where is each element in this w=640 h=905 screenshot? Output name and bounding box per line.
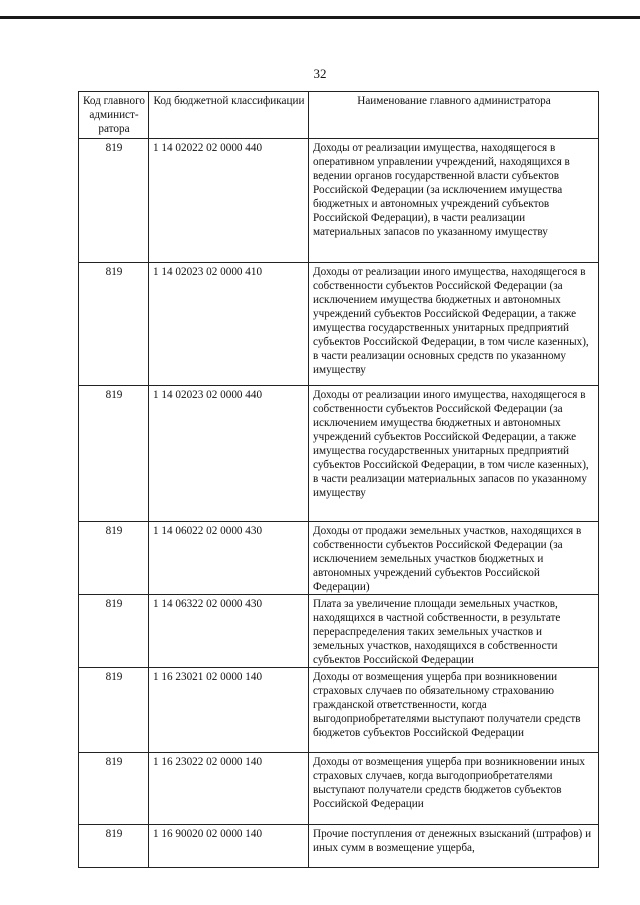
table-row xyxy=(79,522,599,595)
revenue-administrators-table xyxy=(78,91,599,868)
admin-code-cell: 819 xyxy=(79,668,149,753)
budget-code-cell: 1 16 23021 02 0000 140 xyxy=(149,668,309,753)
budget-code-cell: 1 14 06322 02 0000 430 xyxy=(149,595,309,668)
admin-code-cell: 819 xyxy=(79,825,149,868)
top-border-rule xyxy=(0,16,640,19)
table-row xyxy=(79,263,599,386)
budget-code-cell: 1 16 23022 02 0000 140 xyxy=(149,753,309,825)
header-admin-code: Код главного админист-ратора xyxy=(79,92,149,139)
budget-code-cell: 1 14 02022 02 0000 440 xyxy=(149,139,309,263)
name-cell: Доходы от реализации имущества, находящегося в оперативном управлении учреждений, находящихся в ведении органов государственной власти субъектов Российской Федерации (за исключением имущества бюджетных и автономных учреждений субъектов Российской Федерации), в части реализации материальных запасов по указанному имуществу xyxy=(309,139,599,263)
table-row xyxy=(79,825,599,868)
admin-code-cell: 819 xyxy=(79,522,149,595)
name-cell: Прочие поступления от денежных взысканий (штрафов) и иных сумм в возмещение ущерба, xyxy=(309,825,599,868)
header-budget-code: Код бюджетной классификации xyxy=(149,92,309,139)
admin-code-cell: 819 xyxy=(79,139,149,263)
admin-code-cell: 819 xyxy=(79,595,149,668)
admin-code-cell: 819 xyxy=(79,753,149,825)
table-row xyxy=(79,668,599,753)
table-row xyxy=(79,595,599,668)
budget-code-cell: 1 14 02023 02 0000 410 xyxy=(149,263,309,386)
budget-code-cell: 1 14 02023 02 0000 440 xyxy=(149,386,309,522)
table-row xyxy=(79,386,599,522)
name-cell: Доходы от реализации иного имущества, находящегося в собственности субъектов Российской Федерации (за исключением имущества бюджетных и автономных учреждений субъектов Российской Федерации, а также имущества государственных унитарных предприятий субъектов Российской Федерации, в том числе казенных), в части реализации материальных запасов по указанному имуществу xyxy=(309,386,599,522)
budget-code-cell: 1 14 06022 02 0000 430 xyxy=(149,522,309,595)
table-row xyxy=(79,753,599,825)
name-cell: Доходы от возмещения ущерба при возникновении страховых случаев по обязательному страхованию гражданской ответственности, когда выгодоприобретателями выступают получатели средств бюджетов субъектов Российской Федерации xyxy=(309,668,599,753)
admin-code-cell: 819 xyxy=(79,263,149,386)
name-cell: Плата за увеличение площади земельных участков, находящихся в частной собственности, в результате перераспределения таких земельных участков и земельных участков, находящихся в собственности субъектов Российской Федерации xyxy=(309,595,599,668)
budget-code-cell: 1 16 90020 02 0000 140 xyxy=(149,825,309,868)
name-cell: Доходы от реализации иного имущества, находящегося в собственности субъектов Российской Федерации (за исключением имущества бюджетных и автономных учреждений субъектов Российской Федерации, а также имущества государственных унитарных предприятий субъектов Российской Федерации, в том числе казенных), в части реализации основных средств по указанному имуществу xyxy=(309,263,599,386)
page-number: 32 xyxy=(313,66,327,81)
header-administrator-name: Наименование главного администратора xyxy=(309,92,599,139)
name-cell: Доходы от продажи земельных участков, находящихся в собственности субъектов Российской Федерации (за исключением земельных участков бюджетных и автономных учреждений субъектов Российской Федерации) xyxy=(309,522,599,595)
table-row xyxy=(79,139,599,263)
name-cell: Доходы от возмещения ущерба при возникновении иных страховых случаев, когда выгодоприобретателями выступают получатели средств бюджетов субъектов Российской Федерации xyxy=(309,753,599,825)
admin-code-cell: 819 xyxy=(79,386,149,522)
table-header-row xyxy=(79,92,599,139)
